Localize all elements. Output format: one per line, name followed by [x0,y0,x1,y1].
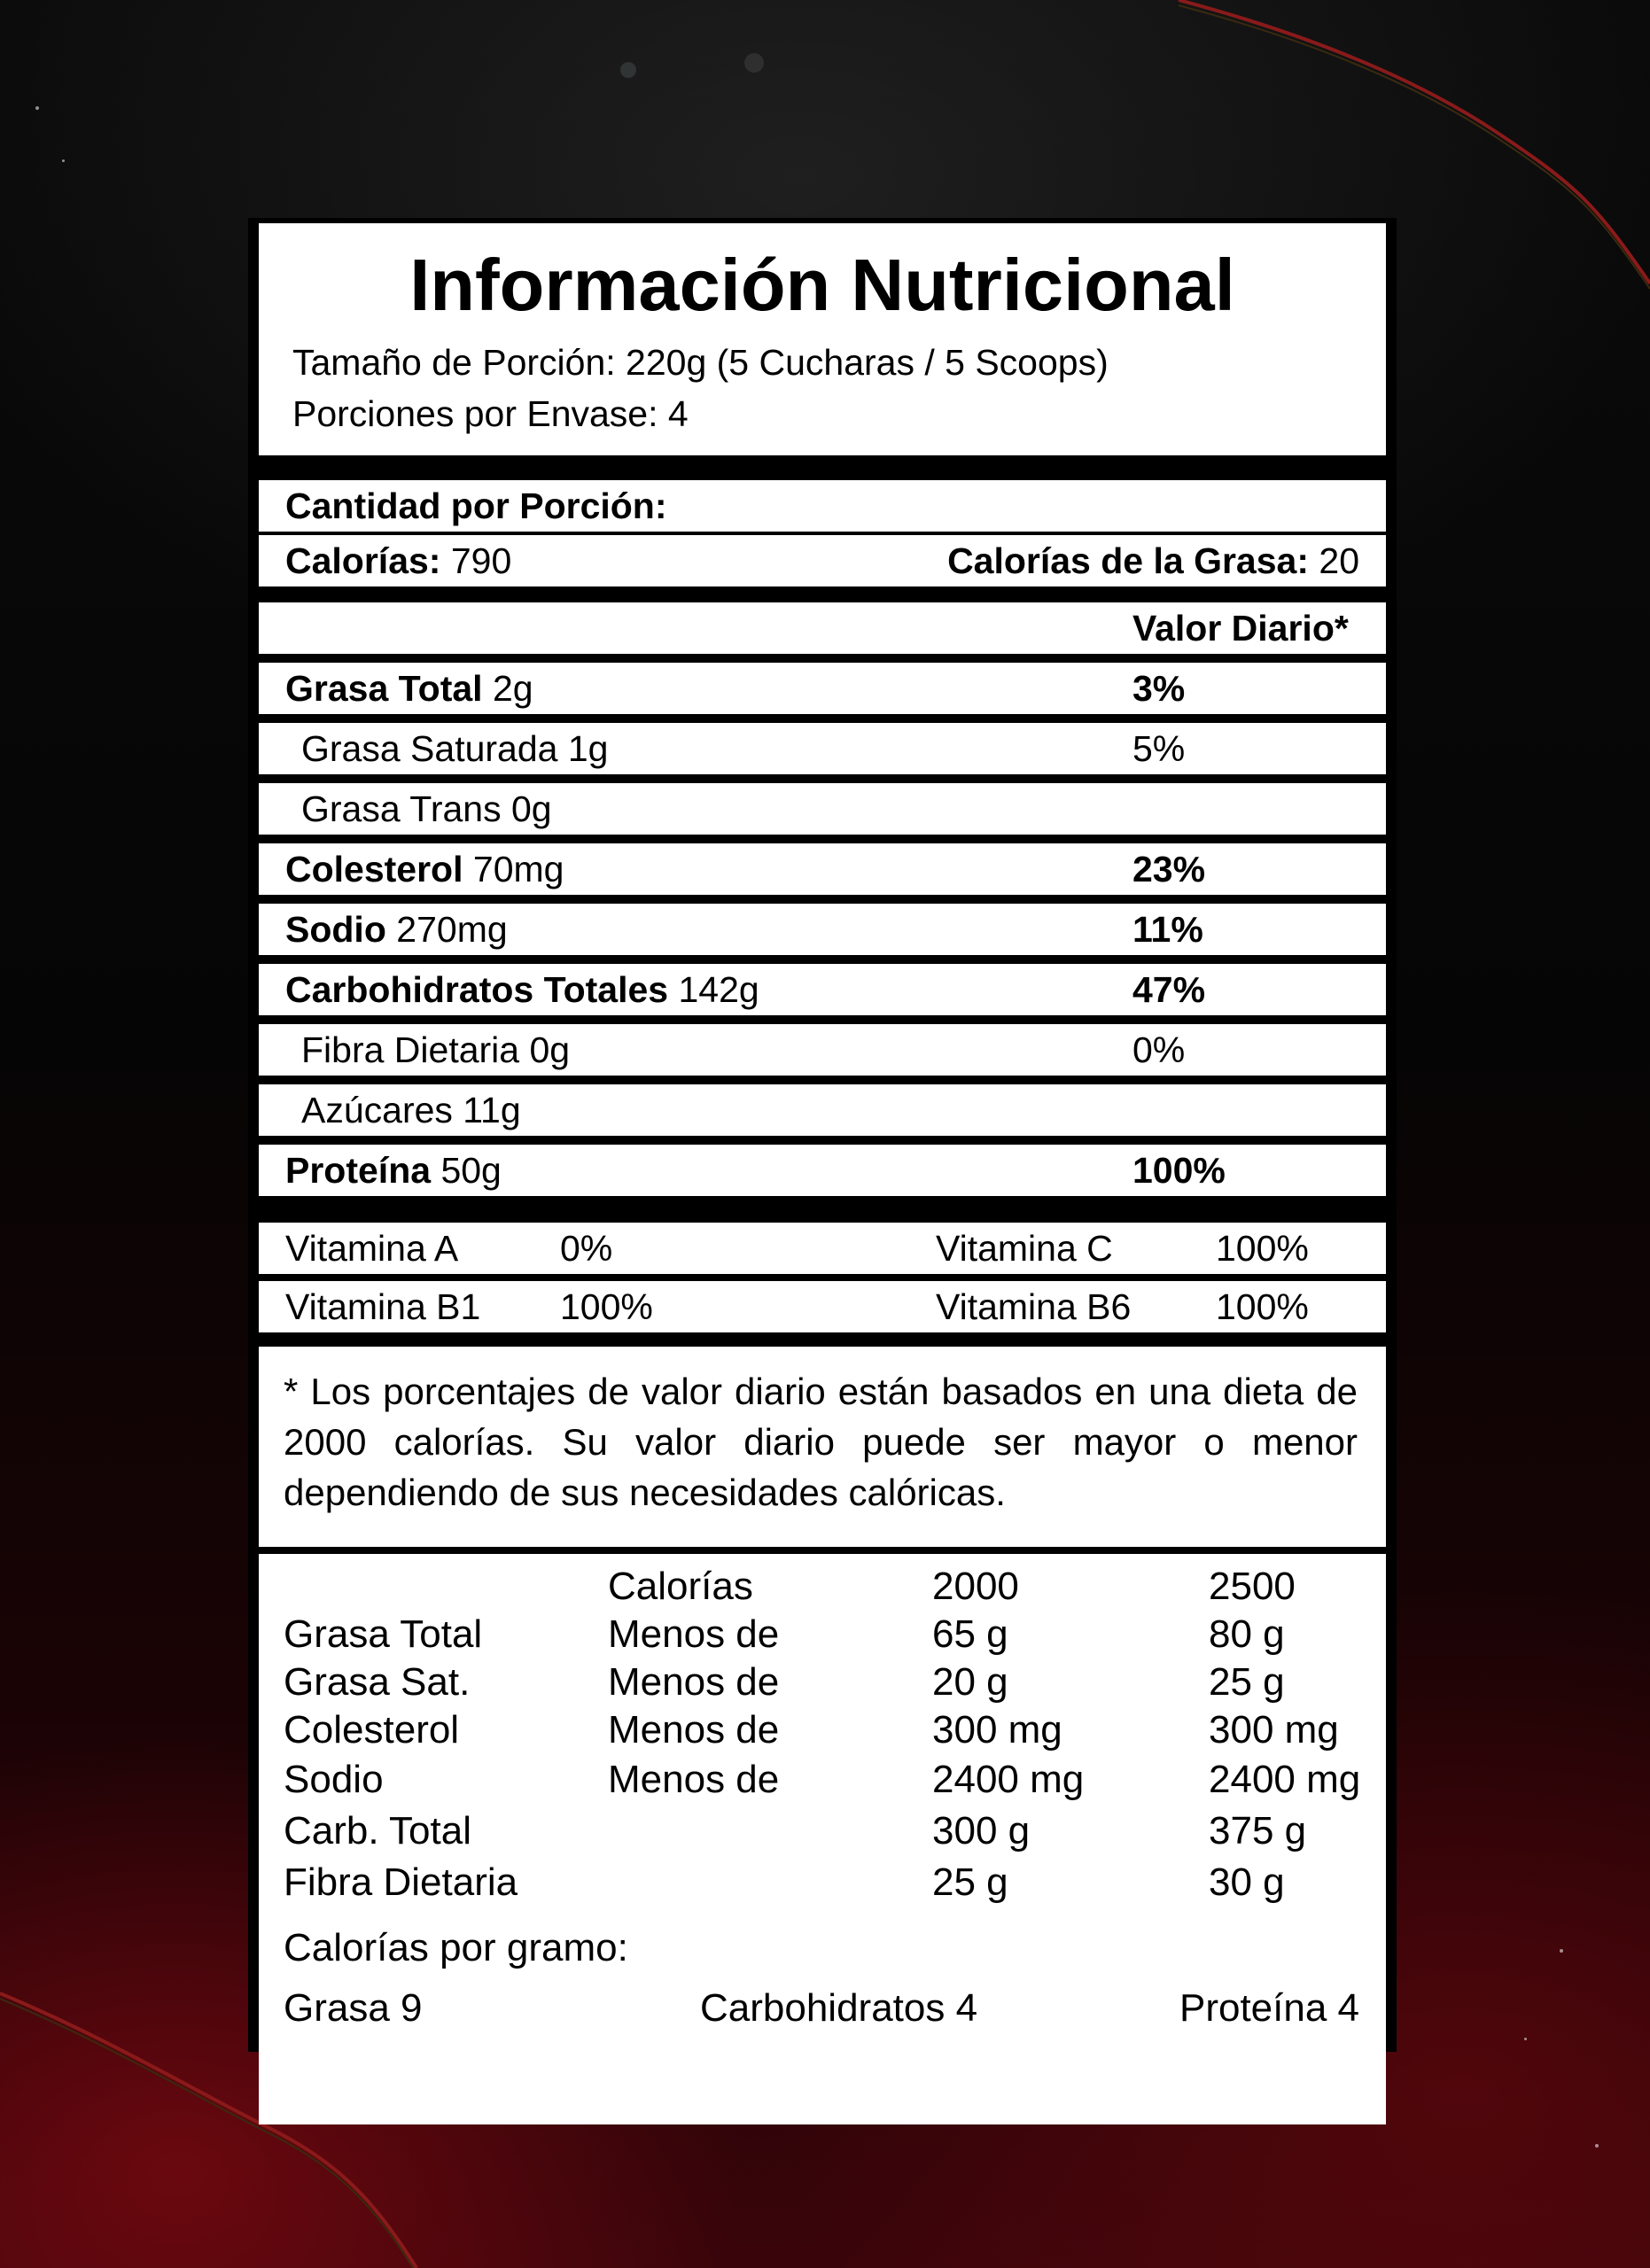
light-speck [620,62,636,78]
calories-per-gram-label: Calorías por gramo: [284,1926,628,1969]
amount-per-serving-label: Cantidad por Porción: [285,485,667,526]
calories-per-gram-panel [259,1915,1386,2041]
calories-per-gram-protein: Proteína 4 [1179,1986,1359,2030]
reference-table: Calorías 2000 2500 Grasa Total Menos de 65 g 80 g Grasa Sat. Menos de 20 g 25 g Colesterol Menos de 300 mg 300 mg Sodio Menos de 2400 mg 2400 mg Carb. Total 300 g 375 g Fibra Dietaria 25 g 30 g [259,1554,1386,2123]
nutrient-row-total-fat: Grasa Total 2g 3% [259,663,1386,714]
light-speck [1560,1949,1563,1953]
amount-per-serving-row [259,480,1386,532]
vitamin-row: Vitamina B1 100% Vitamina B6 100% [259,1281,1386,1332]
serving-size: Tamaño de Porción: 220g (5 Cucharas / 5 Scoops) [292,342,1109,383]
table-row: Fibra Dietaria [284,1860,518,1904]
footnote-text: * Los porcentajes de valor diario están basados en una dieta de 2000 calorías. Su valor diario puede ser mayor o menor dependiendo de sus necesidades calóricas. [284,1371,1358,1513]
footnote-panel [259,1347,1386,1547]
light-speck [744,53,764,73]
calories-per-gram-fat: Grasa 9 [284,1986,423,2030]
table-row: Carb. Total [284,1809,471,1852]
nutrient-row-protein: Proteína 50g 100% [259,1145,1386,1196]
nutrient-row-cholesterol: Colesterol 70mg 23% [259,843,1386,895]
calories: Calorías: 790 [285,540,512,581]
nutrient-row-sodium: Sodio 270mg 11% [259,904,1386,955]
table-row: Sodio [284,1758,384,1801]
calories-row [259,535,1386,586]
vitamin-row: Vitamina A 0% Vitamina C 100% [259,1223,1386,1274]
light-speck [35,106,39,110]
daily-value-header: Valor Diario* [1132,608,1349,649]
nutrient-row-sugars: Azúcares 11g [259,1084,1386,1136]
daily-value-header-row [259,602,1386,654]
nutrient-row-trans-fat: Grasa Trans 0g [259,783,1386,835]
nutrition-facts-label [248,218,1397,2052]
light-speck [1524,2038,1527,2040]
nutrient-row-dietary-fiber: Fibra Dietaria 0g 0% [259,1024,1386,1076]
light-speck [1595,2144,1599,2148]
table-row: Grasa Sat. [284,1660,471,1704]
servings-per-container: Porciones por Envase: 4 [292,393,689,434]
table-row: Colesterol [284,1708,460,1751]
table-row: Grasa Total [284,1612,483,1656]
label-title: Información Nutricional [409,244,1235,326]
light-speck [62,159,65,162]
calories-per-gram-carbs: Carbohidratos 4 [700,1986,978,2030]
header-panel [259,223,1386,455]
calories-from-fat: Calorías de la Grasa: 20 [947,540,1359,581]
nutrient-row-total-carbs: Carbohidratos Totales 142g 47% [259,964,1386,1015]
nutrient-row-saturated-fat: Grasa Saturada 1g 5% [259,723,1386,774]
